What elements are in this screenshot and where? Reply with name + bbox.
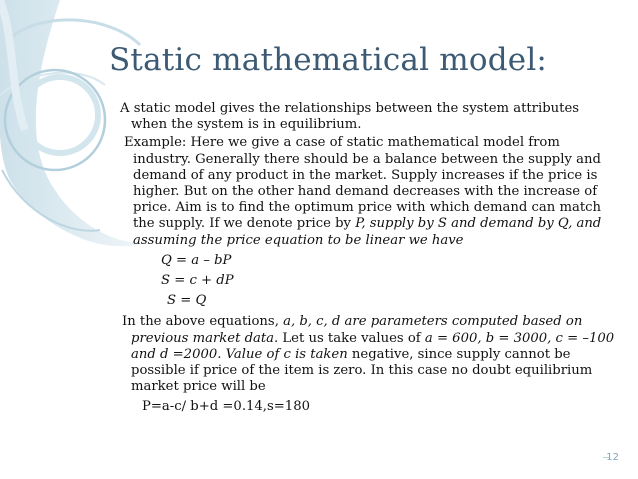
result-line: P=a-c/ b+d =0.14,s=180 — [142, 399, 310, 415]
parameters-text-2: Let us take values of — [278, 330, 425, 346]
equation-demand: Q = a – bP — [161, 252, 232, 268]
intro-paragraph: A static model gives the relationships between the system attributes when the system is in equilibrium. — [120, 101, 580, 133]
parameters-paragraph — [120, 314, 615, 395]
equation-supply: S = c + dP — [161, 273, 234, 289]
example-text: Example: Here we give a case of static mathematical model from industry. Generally there should be a balance between the supply and demand of any product in the market. Supply increases if the price is higher. But on the other hand demand decreases with the increase of price. Aim is to find the optimum price with which demand can match the supply. If we denote price by — [124, 135, 602, 232]
page-number: 12 — [606, 452, 619, 463]
parameters-italic-1: a, b, c, d are parameters computed based on previous market data. — [131, 314, 583, 346]
parameters-italic-2: a = 600, b = 3000, c = –100 and d =2000. Value of c is taken — [131, 330, 615, 362]
example-italic-text: P, supply by S and demand by Q, and assuming the price equation to be linear we have — [133, 216, 602, 248]
parameters-text-3: negative, since supply cannot be possible if price of the item is zero. In this case no doubt equilibrium market price will be — [131, 346, 593, 395]
slide-title: Static mathematical model: — [109, 42, 548, 78]
slide-body — [120, 101, 615, 416]
parameters-text-1: In the above equations, — [122, 314, 284, 330]
example-paragraph — [120, 135, 615, 248]
equation-equilibrium: S = Q — [167, 293, 207, 309]
